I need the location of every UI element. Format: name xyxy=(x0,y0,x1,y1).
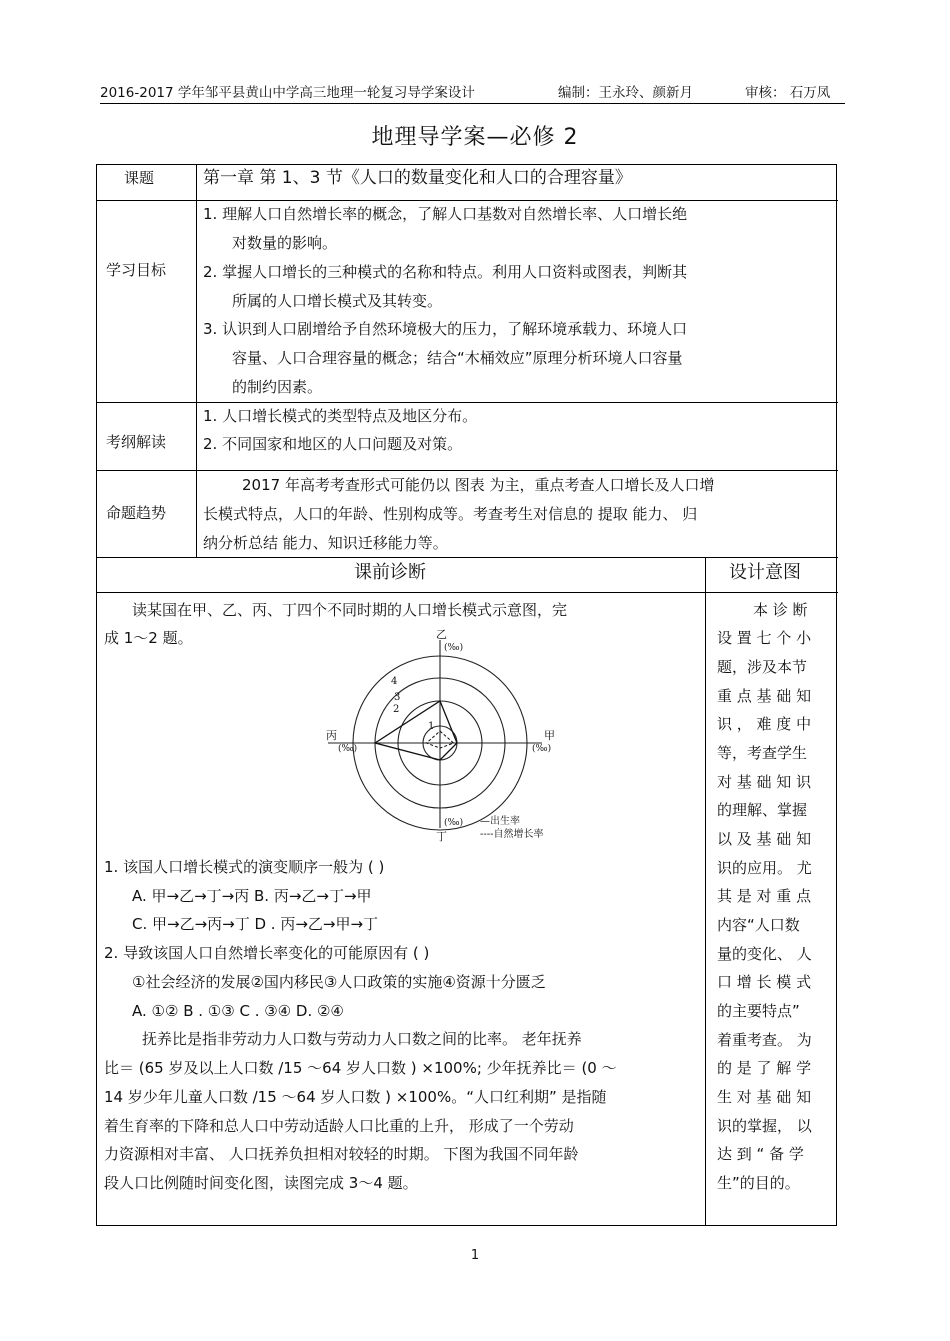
ring-label-1: 1 xyxy=(428,721,435,732)
intent-line: 口 增 长 模 式 xyxy=(717,973,812,991)
intent-line: 识 ， 难 度 中 xyxy=(717,715,812,733)
row-divider xyxy=(97,402,838,403)
topic-label: 课题 xyxy=(124,169,155,187)
intent-line: 识的掌握， 以 xyxy=(717,1117,812,1135)
goal-line: 对数量的影响。 xyxy=(232,234,338,252)
goal-line: 3. 认识到人口剧增给予自然环境极大的压力，了解环境承载力、环境人口 xyxy=(203,320,688,338)
trend-label: 命题趋势 xyxy=(106,504,167,522)
unit-label: (‰) xyxy=(338,744,358,754)
trend-line: 2017 年高考考查形式可能仍以 图表 为主，重点考查人口增长及人口增 xyxy=(242,476,715,494)
legend-birth-rate: —出生率 xyxy=(480,816,520,827)
intent-line: 的主要特点” xyxy=(717,1002,800,1020)
goal-line: 的制约因素。 xyxy=(232,378,323,396)
trend-line: 长模式特点，人口的年龄、性别构成等。考查考生对信息的 提取 能力、 归 xyxy=(203,505,698,523)
diagnosis-header: 课前诊断 xyxy=(354,562,426,583)
question-1: 1. 该国人口增长模式的演变顺序一般为 ( ) xyxy=(104,858,385,876)
paragraph-line: 抚养比是指非劳动力人口数与劳动力人口数之间的比率。 老年抚养 xyxy=(142,1030,582,1048)
intent-line: 生”的目的。 xyxy=(717,1174,800,1192)
goal-line: 所属的人口增长模式及其转变。 xyxy=(232,292,443,310)
row-divider xyxy=(97,592,838,593)
intent-line: 着重考查。 为 xyxy=(717,1031,812,1049)
intent-line: 其 是 对 重 点 xyxy=(717,887,812,905)
outline-line: 1. 人口增长模式的类型特点及地区分布。 xyxy=(203,407,478,425)
header-editors: 编制：王永玲、颜新月 xyxy=(558,85,693,101)
intent-header: 设计意图 xyxy=(729,562,801,583)
paragraph-line: 段人口比例随时间变化图，读图完成 3～4 题。 xyxy=(104,1174,418,1192)
row-divider xyxy=(97,557,838,558)
intent-line: 量的变化、 人 xyxy=(717,945,812,963)
goal-line: 容量、人口合理容量的概念；结合“木桶效应”原理分析环境人口容量 xyxy=(232,349,683,367)
goal-line: 2. 掌握人口增长的三种模式的名称和特点。利用人口资料或图表，判断其 xyxy=(203,263,688,281)
intent-line: 以 及 基 础 知 xyxy=(717,830,812,848)
goal-line: 1. 理解人口自然增长率的概念，了解人口基数对自然增长率、人口增长绝 xyxy=(203,205,688,223)
paragraph-line: 着生育率的下降和总人口中劳动适龄人口比重的上升， 形成了一个劳动 xyxy=(104,1117,574,1135)
population-growth-radar-chart xyxy=(320,628,590,846)
row-divider xyxy=(97,200,838,201)
outline-line: 2. 不同国家和地区的人口问题及对策。 xyxy=(203,435,463,453)
axis-label-ding: 丁 xyxy=(436,830,447,843)
ring-label-4: 4 xyxy=(391,676,398,687)
question-2: 2. 导致该国人口自然增长率变化的可能原因有 ( ) xyxy=(104,944,430,962)
header-reviewer: 审核： 石万凤 xyxy=(745,85,831,101)
intent-line: 的理解、掌握 xyxy=(717,801,808,819)
unit-label: (‰) xyxy=(532,744,552,754)
paragraph-line: 14 岁少年儿童人口数 /15 ～64 岁人口数 ) ×100%。“人口红利期” 是指随 xyxy=(104,1088,607,1106)
page-header xyxy=(100,81,845,104)
goals-label: 学习目标 xyxy=(106,261,167,279)
axis-label-jia: 甲 xyxy=(544,729,555,742)
question-1-options-ab: A. 甲→乙→丁→丙 B. 丙→乙→丁→甲 xyxy=(132,887,372,905)
intent-line: 等，考查学生 xyxy=(717,744,808,762)
ring-label-2: 2 xyxy=(393,704,400,715)
unit-label: (‰) xyxy=(444,643,464,653)
page-number: 1 xyxy=(470,1248,480,1263)
question-1-options-cd: C. 甲→乙→丙→丁 D . 丙→乙→甲→丁 xyxy=(132,915,379,933)
intent-line: 对 基 础 知 识 xyxy=(717,773,812,791)
trend-line: 纳分析总结 能力、知识迁移能力等。 xyxy=(203,534,448,552)
intent-line: 达 到 “ 备 学 xyxy=(717,1145,804,1163)
intent-line: 本 诊 断 xyxy=(753,601,808,619)
axis-label-bing: 丙 xyxy=(326,729,337,742)
intent-line: 内容“人口数 xyxy=(717,916,800,934)
paragraph-line: 力资源相对丰富、 人口抚养负担相对较轻的时期。 下图为我国不同年龄 xyxy=(104,1145,579,1163)
paragraph-line: 比＝ (65 岁及以上人口数 /15 ～64 岁人口数 ) ×100%; 少年抚养比＝ (0 ～ xyxy=(104,1059,617,1077)
legend-natural-growth: ----自然增长率 xyxy=(480,829,544,840)
axis-label-yi: 乙 xyxy=(436,628,447,641)
header-course-title: 2016-2017 学年邹平县黄山中学高三地理一轮复习导学案设计 xyxy=(100,85,475,101)
intent-line: 重 点 基 础 知 xyxy=(717,687,812,705)
intent-line: 题，涉及本节 xyxy=(717,658,808,676)
question-2-options: A. ①② B . ①③ C . ③④ D. ②④ xyxy=(132,1002,344,1020)
document-title: 地理导学案—必修 2 xyxy=(371,125,579,150)
intro-line: 读某国在甲、乙、丙、丁四个不同时期的人口增长模式示意图，完 xyxy=(132,601,568,619)
intent-line: 设 置 七 个 小 xyxy=(717,629,812,647)
intent-line: 的 是 了 解 学 xyxy=(717,1059,812,1077)
unit-label: (‰) xyxy=(444,818,464,828)
intent-line: 生 对 基 础 知 xyxy=(717,1088,812,1106)
intent-line: 识的应用。 尤 xyxy=(717,859,812,877)
ring-label-3: 3 xyxy=(394,692,401,703)
series-birth-rate xyxy=(375,701,457,760)
outline-label: 考纲解读 xyxy=(106,433,167,451)
row-divider xyxy=(97,470,838,471)
topic-value: 第一章 第 1、3 节《人口的数量变化和人口的合理容量》 xyxy=(203,168,632,188)
column-divider xyxy=(196,165,197,557)
column-divider xyxy=(705,557,706,1225)
intro-line: 成 1～2 题。 xyxy=(104,629,193,647)
question-2-items: ①社会经济的发展②国内移民③人口政策的实施④资源十分匮乏 xyxy=(132,973,546,991)
